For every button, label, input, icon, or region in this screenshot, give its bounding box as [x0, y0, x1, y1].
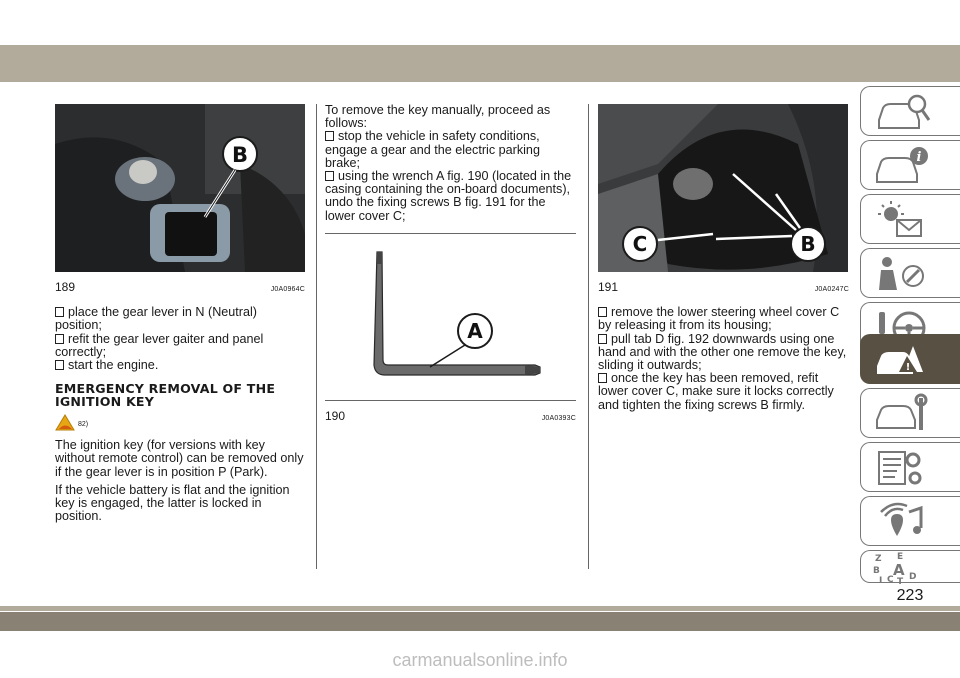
figure-code: J0A0247C [814, 286, 849, 293]
bottom-band-dark [0, 612, 960, 631]
section-heading: EMERGENCY REMOVAL OF THE IGNITION KEY [55, 381, 276, 410]
list-item: pull tab D fig. 192 downwards using one hand and with the other one remove the key, sliding it outwards; [598, 331, 847, 373]
figure-191-photo [598, 104, 848, 272]
figure-191-caption [598, 281, 849, 296]
sidebar-tab-warning-lights[interactable] [860, 194, 960, 244]
column-2 [325, 104, 576, 425]
car-maintenance-icon [873, 392, 933, 436]
sidebar-tab-index[interactable] [860, 550, 960, 583]
column-divider [588, 104, 589, 569]
checkbox-bullet-icon [598, 373, 607, 383]
figure-190-label-a: A [467, 318, 483, 343]
figure-190-caption [325, 410, 576, 425]
svg-text:I: I [879, 576, 883, 584]
column-divider [316, 104, 317, 569]
figure-189-label-b: B [231, 143, 249, 167]
column-1 [55, 104, 305, 528]
footer-watermark: carmanualsonline.info [392, 650, 568, 670]
sidebar-tab-car-search[interactable] [860, 86, 960, 136]
checkbox-bullet-icon [598, 307, 607, 317]
svg-text:T: T [897, 577, 904, 584]
figure-number: 191 [598, 280, 619, 294]
svg-text:i: i [916, 150, 922, 165]
sidebar-tab-seat-airbag[interactable] [860, 248, 960, 298]
figure-189-caption [55, 281, 305, 296]
car-info-icon [873, 144, 933, 188]
multimedia-icon [873, 500, 933, 544]
figure-190-wrench [325, 234, 576, 400]
list-item: place the gear lever in N (Neutral) position; [55, 305, 257, 333]
figure-191-label-b: B [800, 232, 816, 256]
svg-text:C: C [887, 575, 894, 584]
list-item: stop the vehicle in safety conditions, engage a gear and the electric parking brake; [325, 129, 540, 170]
warning-triangle-icon [55, 414, 75, 431]
list-item: once the key has been removed, refit lower cover C, make sure it locks correctly and tighten the fixing screws B firmly. [598, 371, 834, 412]
svg-text:!: ! [905, 362, 911, 373]
svg-text:Z: Z [875, 554, 882, 564]
svg-text:E: E [897, 552, 904, 562]
figure-code: J0A0393C [541, 414, 576, 422]
figure-191-label-c: C [632, 232, 648, 256]
page-number: 223 [896, 587, 924, 604]
top-band [0, 45, 960, 82]
seat-airbag-icon [873, 252, 933, 296]
warning-reference [55, 414, 305, 431]
svg-text:A: A [893, 561, 905, 579]
paragraph: If the vehicle battery is flat and the ignition key is engaged, the latter is locked in position. [55, 482, 290, 524]
svg-text:B: B [873, 566, 880, 576]
warning-lights-icon [873, 198, 933, 242]
list-item: refit the gear lever gaiter and panel correctly; [55, 331, 264, 359]
bottom-band-light [0, 606, 960, 611]
figure-code: J0A0964C [270, 286, 305, 293]
figure-number: 190 [325, 408, 346, 423]
checkbox-bullet-icon [325, 131, 334, 141]
svg-text:D: D [909, 572, 917, 582]
checkbox-bullet-icon [325, 171, 334, 181]
figure-189-photo [55, 104, 305, 272]
index-icon [871, 551, 931, 584]
list-item: remove the lower steering wheel cover C by releasing it from its housing; [598, 305, 840, 333]
checkbox-bullet-icon [55, 334, 64, 344]
car-search-icon [873, 90, 933, 134]
spec-gear-icon [873, 446, 933, 490]
list-item: start the engine. [55, 359, 305, 372]
list-item: using the wrench A fig. 190 (located in the casing containing the on-board documents), undo the fixing screws B fig. 191 for the lower cover C; [325, 169, 572, 223]
car-emergency-icon [873, 338, 933, 382]
figure-number: 189 [55, 280, 76, 294]
paragraph: The ignition key (for versions with key without remote control) can be removed only if the gear lever is in position P (Park). [55, 438, 304, 479]
column-3 [598, 104, 849, 412]
checkbox-bullet-icon [55, 360, 64, 370]
paragraph: To remove the key manually, proceed as follows: [325, 103, 551, 131]
sidebar-tab-car-info[interactable] [860, 140, 960, 190]
warning-ref-number: 82) [78, 421, 89, 429]
checkbox-bullet-icon [55, 307, 64, 317]
sidebar-tab-multimedia[interactable] [860, 496, 960, 546]
checkbox-bullet-icon [598, 334, 607, 344]
sidebar-tab-specifications[interactable] [860, 442, 960, 492]
figure-190 [325, 233, 576, 401]
sidebar-tab-car-maintenance[interactable] [860, 388, 960, 438]
sidebar-tab-car-emergency[interactable] [860, 334, 960, 384]
